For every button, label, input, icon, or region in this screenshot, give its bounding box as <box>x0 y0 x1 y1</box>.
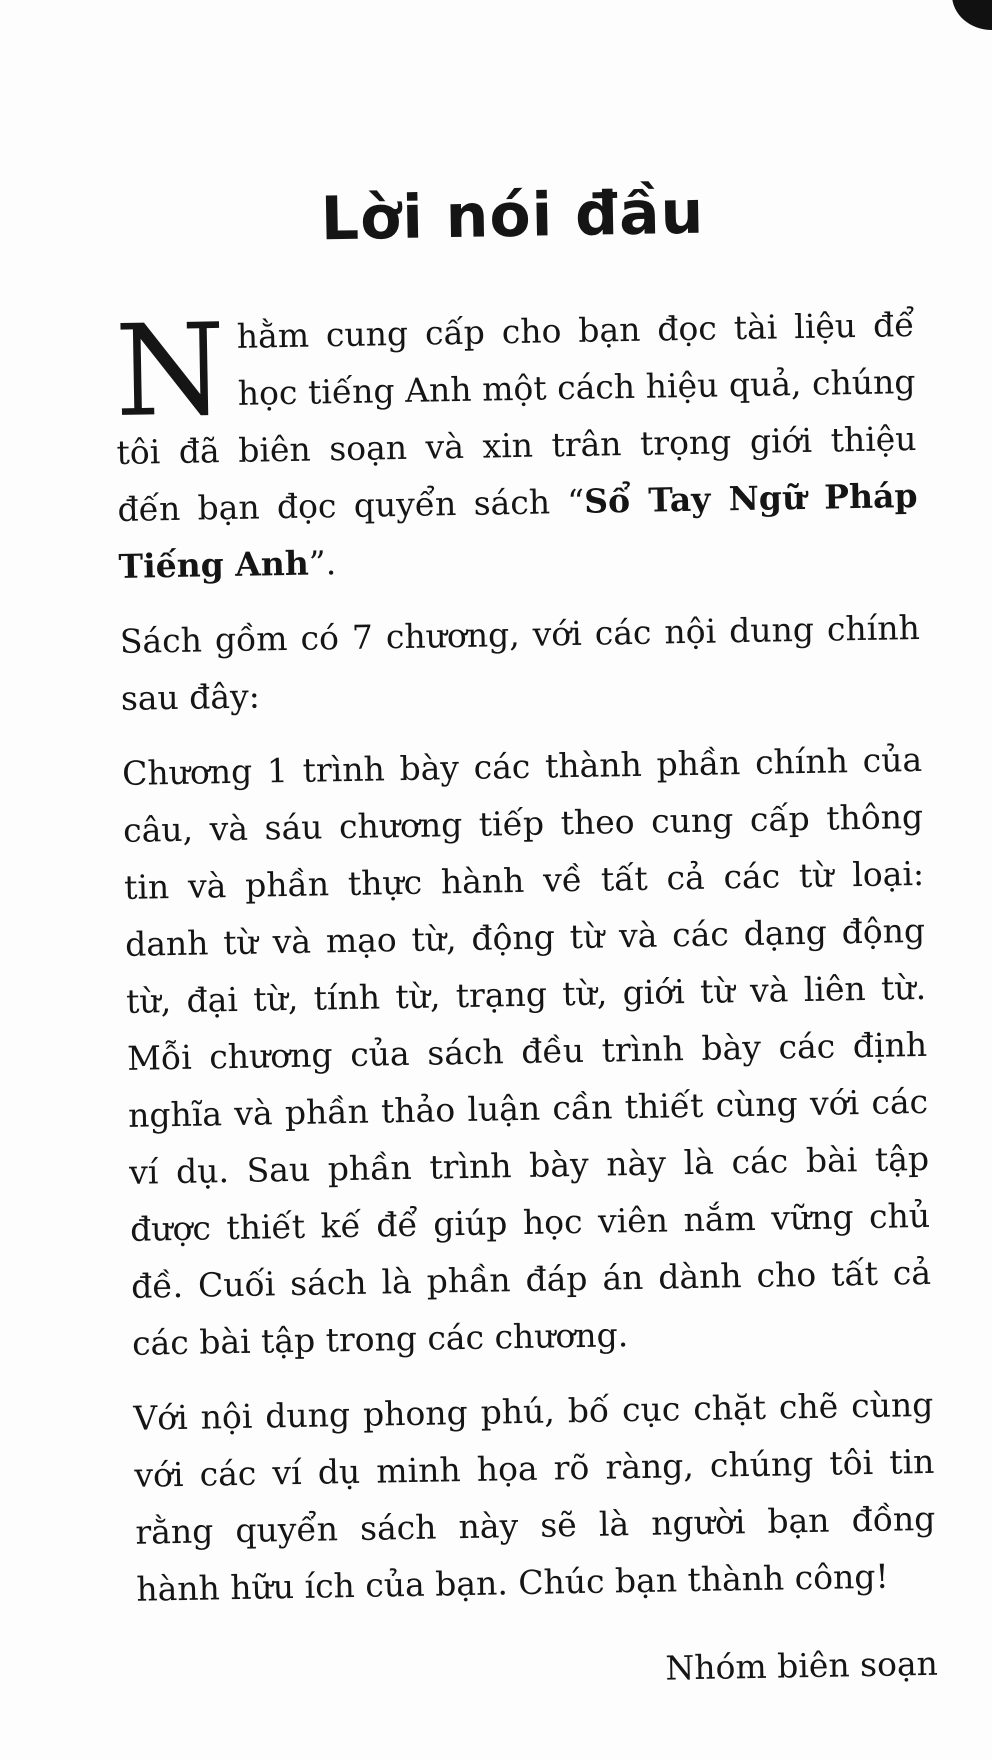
drop-cap: N <box>113 296 227 445</box>
chapters-intro-paragraph: Sách gồm có 7 chương, với các nội dung chính sau đây: <box>119 607 921 718</box>
book-title: Sổ Tay Ngữ Pháp Tiếng Anh <box>118 475 918 586</box>
signature: Nhóm biên soạn <box>665 1643 939 1688</box>
page-content <box>112 176 938 1697</box>
chapters-description-paragraph: Chương 1 trình bày các thành phần chính của câu, và sáu chương tiếp theo cung cấp thông tin và phần thực hành về tất cả các từ loại: danh từ và mạo từ, động từ và các dạng động từ, đại từ, tính từ, trạng từ, giới từ và liên từ. Mỗi chương của sách đều trình bày các định nghĩa và phần thảo luận cần thiết cùng với các ví dụ. Sau phần trình bày này là các bài tập được thiết kế để giúp học viên nắm vững chủ đề. Cuối sách là phần đáp án dành cho tất cả các bài tập trong các chương. <box>121 739 932 1363</box>
closing-paragraph: Với nội dung phong phú, bố cục chặt chẽ cùng với các ví dụ minh họa rõ ràng, chúng tôi tin rằng quyển sách này sẽ là người bạn đồng hành hữu ích của bạn. Chúc bạn thành công! <box>133 1384 936 1609</box>
intro-text-after: ”. <box>308 543 337 583</box>
intro-text-before: hằm cung cấp cho bạn đọc tài liệu để học tiếng Anh một cách hiệu quả, chúng tôi đã biên soạn và xin trân trọng giới thiệu đến bạn đọc quyển sách “ <box>116 305 917 529</box>
intro-paragraph <box>114 296 919 595</box>
page-title: Lời nói đầu <box>320 177 705 255</box>
page-corner-shadow <box>952 0 992 30</box>
